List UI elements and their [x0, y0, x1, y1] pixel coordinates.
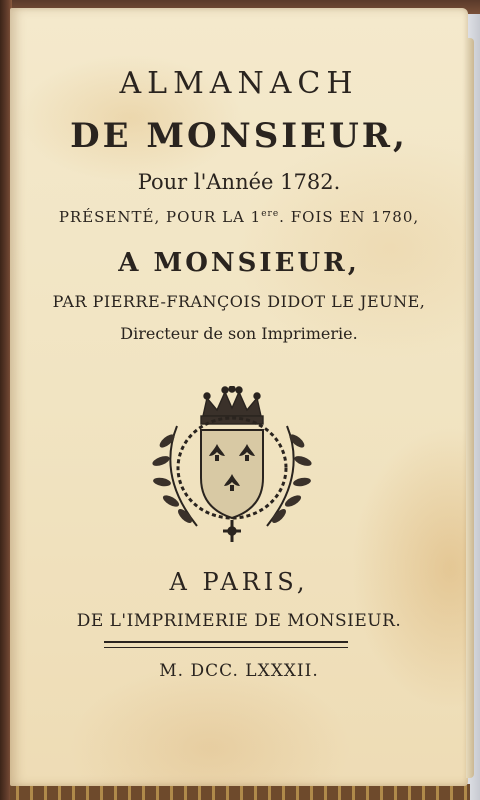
double-rule-top: [104, 641, 348, 643]
coat-of-arms-icon: [137, 386, 327, 544]
title-page: [10, 8, 468, 786]
place-line: A PARIS,: [169, 568, 309, 596]
presented-superscript: ere: [261, 209, 280, 219]
title-line-1: ALMANACH: [119, 66, 359, 101]
date-line: M. DCC. LXXXII.: [159, 661, 319, 681]
author-line: PAR PIERRE-FRANÇOIS DIDOT LE JEUNE,: [52, 292, 426, 311]
dedication-line: A MONSIEUR,: [118, 248, 360, 278]
presented-line: [10, 208, 468, 226]
author-role-line: Directeur de son Imprimerie.: [120, 324, 358, 343]
printer-line: DE L'IMPRIMERIE DE MONSIEUR.: [76, 611, 402, 631]
double-rule-bottom: [104, 647, 348, 648]
title-line-2: DE MONSIEUR,: [70, 116, 408, 156]
presented-prefix: PRÉSENTÉ, POUR LA 1: [58, 208, 262, 226]
year-line: Pour l'Année 1782.: [137, 170, 341, 194]
presented-suffix: . FOIS EN 1780,: [279, 208, 420, 226]
gilt-edge-border: [10, 784, 470, 800]
